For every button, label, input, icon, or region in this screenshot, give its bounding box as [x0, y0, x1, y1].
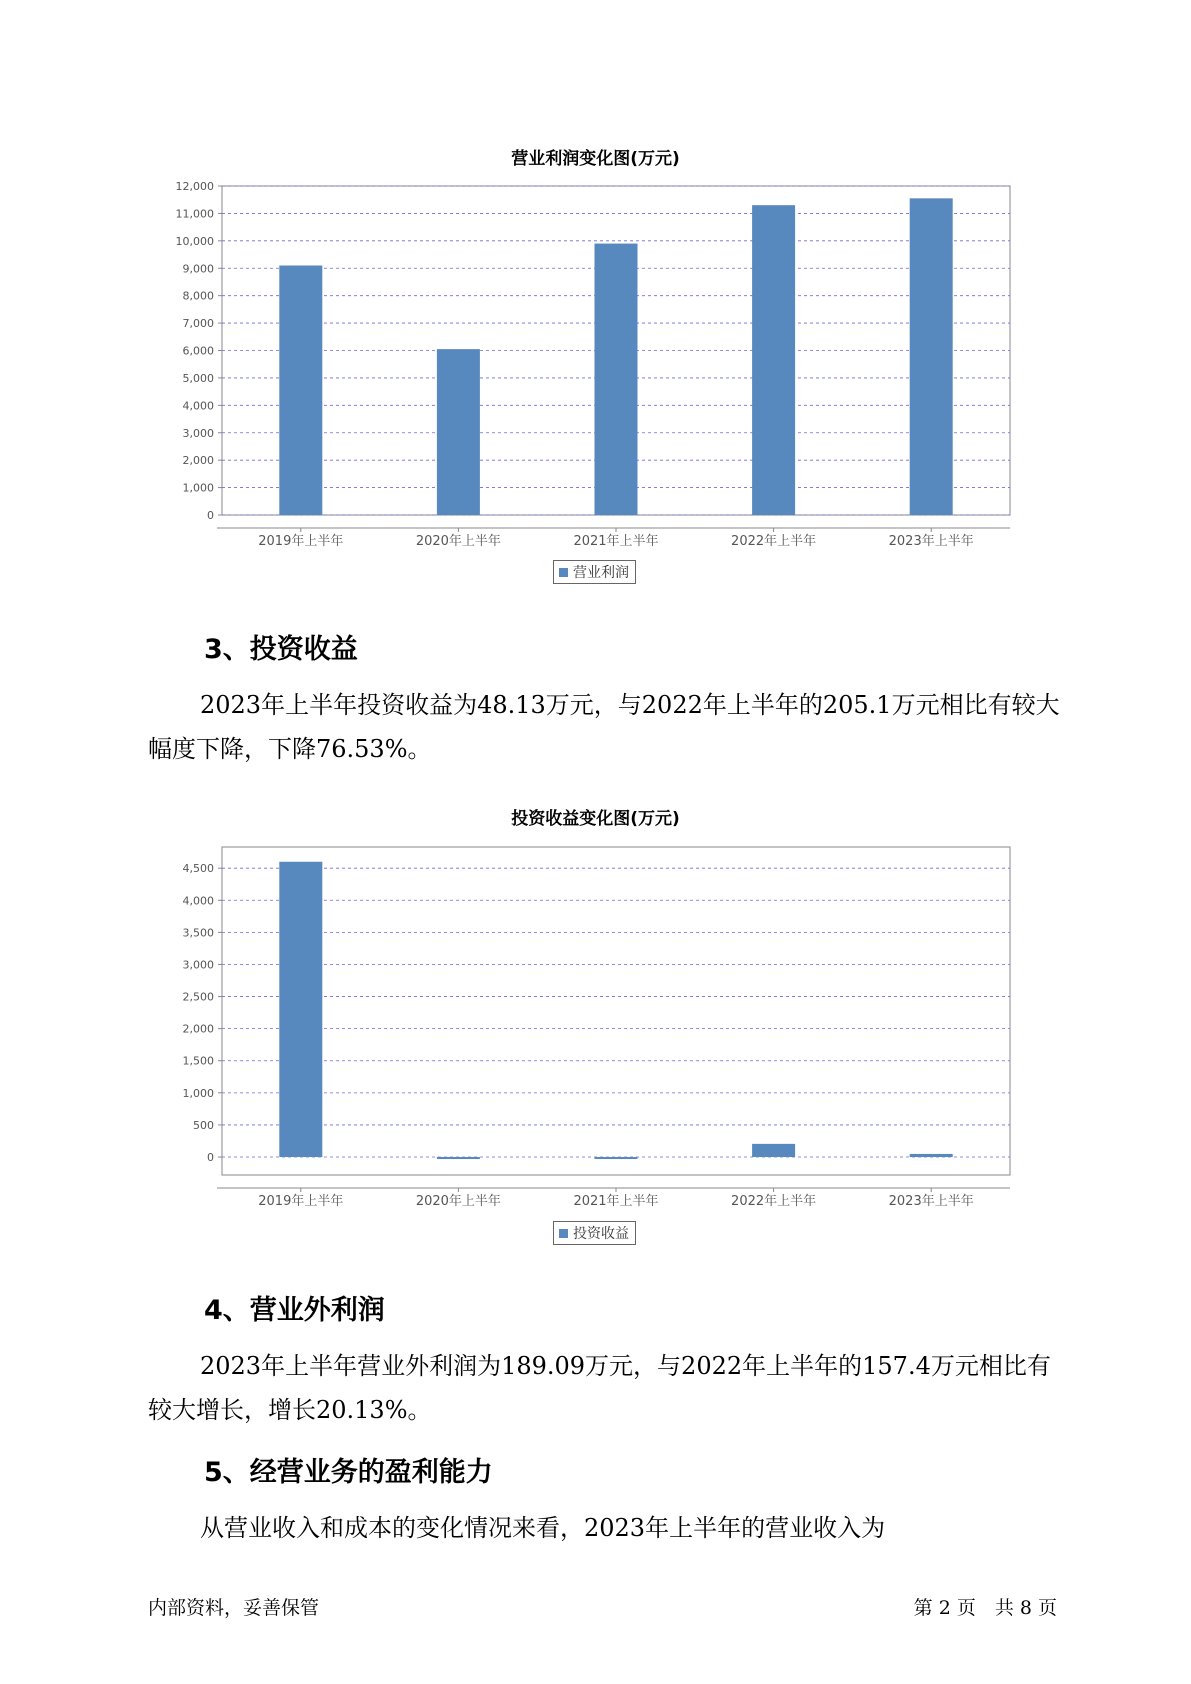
- section-heading-investment-income: 3、投资收益: [204, 634, 358, 665]
- x-tick-label: 2022年上半年: [731, 1194, 817, 1209]
- chart-title-investment-income: 投资收益变化图(万元): [511, 809, 680, 829]
- chart-title-operating-profit: 营业利润变化图(万元): [511, 149, 680, 169]
- section-heading-non-operating-profit: 4、营业外利润: [204, 1295, 385, 1326]
- y-tick-label: 0: [207, 1151, 214, 1165]
- y-tick-label: 3,000: [182, 958, 214, 972]
- y-tick-label: 11,000: [175, 207, 214, 221]
- y-tick-label: 9,000: [182, 262, 214, 276]
- x-tick-label: 2023年上半年: [888, 1194, 974, 1209]
- y-tick-label: 2,000: [182, 454, 214, 468]
- section-paragraph-profitability: 从营业收入和成本的变化情况来看，2023年上半年的营业收入为: [200, 1514, 886, 1542]
- y-tick-label: 1,000: [182, 1086, 214, 1100]
- footer-page-number: 第 2 页 共 8 页: [913, 1597, 1057, 1619]
- legend-label-operating-profit: 营业利润: [573, 565, 629, 581]
- y-tick-label: 5,000: [182, 371, 214, 385]
- x-tick-label: 2021年上半年: [573, 534, 659, 549]
- y-tick-label: 10,000: [175, 234, 214, 248]
- x-tick-label: 2023年上半年: [888, 534, 974, 549]
- bar-investment-income-4: [910, 1154, 953, 1157]
- section-paragraph-investment-income: 2023年上半年投资收益为48.13万元，与2022年上半年的205.1万元相比有较大幅度下降，下降76.53%。: [148, 691, 1060, 763]
- section-paragraph-non-operating-profit: 2023年上半年营业外利润为189.09万元，与2022年上半年的157.4万元相比有较大增长，增长20.13%。: [148, 1352, 1051, 1424]
- y-tick-label: 500: [193, 1118, 214, 1132]
- x-tick-label: 2022年上半年: [731, 534, 817, 549]
- x-tick-label: 2019年上半年: [258, 1194, 344, 1209]
- x-tick-label: 2019年上半年: [258, 534, 344, 549]
- y-tick-label: 8,000: [182, 289, 214, 303]
- footer-confidential-note: 内部资料，妥善保管: [148, 1597, 320, 1619]
- bar-investment-income-0: [279, 862, 322, 1157]
- x-tick-label: 2020年上半年: [415, 1194, 501, 1209]
- y-tick-label: 1,500: [182, 1054, 214, 1068]
- section-heading-profitability: 5、经营业务的盈利能力: [204, 1457, 493, 1488]
- y-tick-label: 0: [207, 509, 214, 522]
- bar-investment-income-1: [437, 1157, 480, 1159]
- bar-investment-income-2: [595, 1157, 638, 1159]
- bar-investment-income-3: [752, 1144, 795, 1157]
- x-tick-label: 2021年上半年: [573, 1194, 659, 1209]
- y-tick-label: 6,000: [182, 344, 214, 358]
- y-tick-label: 3,500: [182, 926, 214, 940]
- y-tick-label: 2,500: [182, 990, 214, 1004]
- y-tick-label: 1,000: [182, 481, 214, 495]
- y-tick-label: 4,500: [182, 862, 214, 876]
- y-tick-label: 7,000: [182, 317, 214, 331]
- y-tick-label: 12,000: [175, 180, 214, 193]
- legend-label-investment-income: 投资收益: [573, 1226, 629, 1242]
- x-tick-label: 2020年上半年: [415, 534, 501, 549]
- y-tick-label: 2,000: [182, 1022, 214, 1036]
- y-tick-label: 4,000: [182, 399, 214, 413]
- legend-swatch-investment-income: [559, 1229, 568, 1238]
- y-tick-label: 3,000: [182, 426, 214, 440]
- chart-legend-investment-income: [553, 1221, 636, 1245]
- y-tick-label: 4,000: [182, 894, 214, 908]
- plot-frame: [222, 847, 1010, 1175]
